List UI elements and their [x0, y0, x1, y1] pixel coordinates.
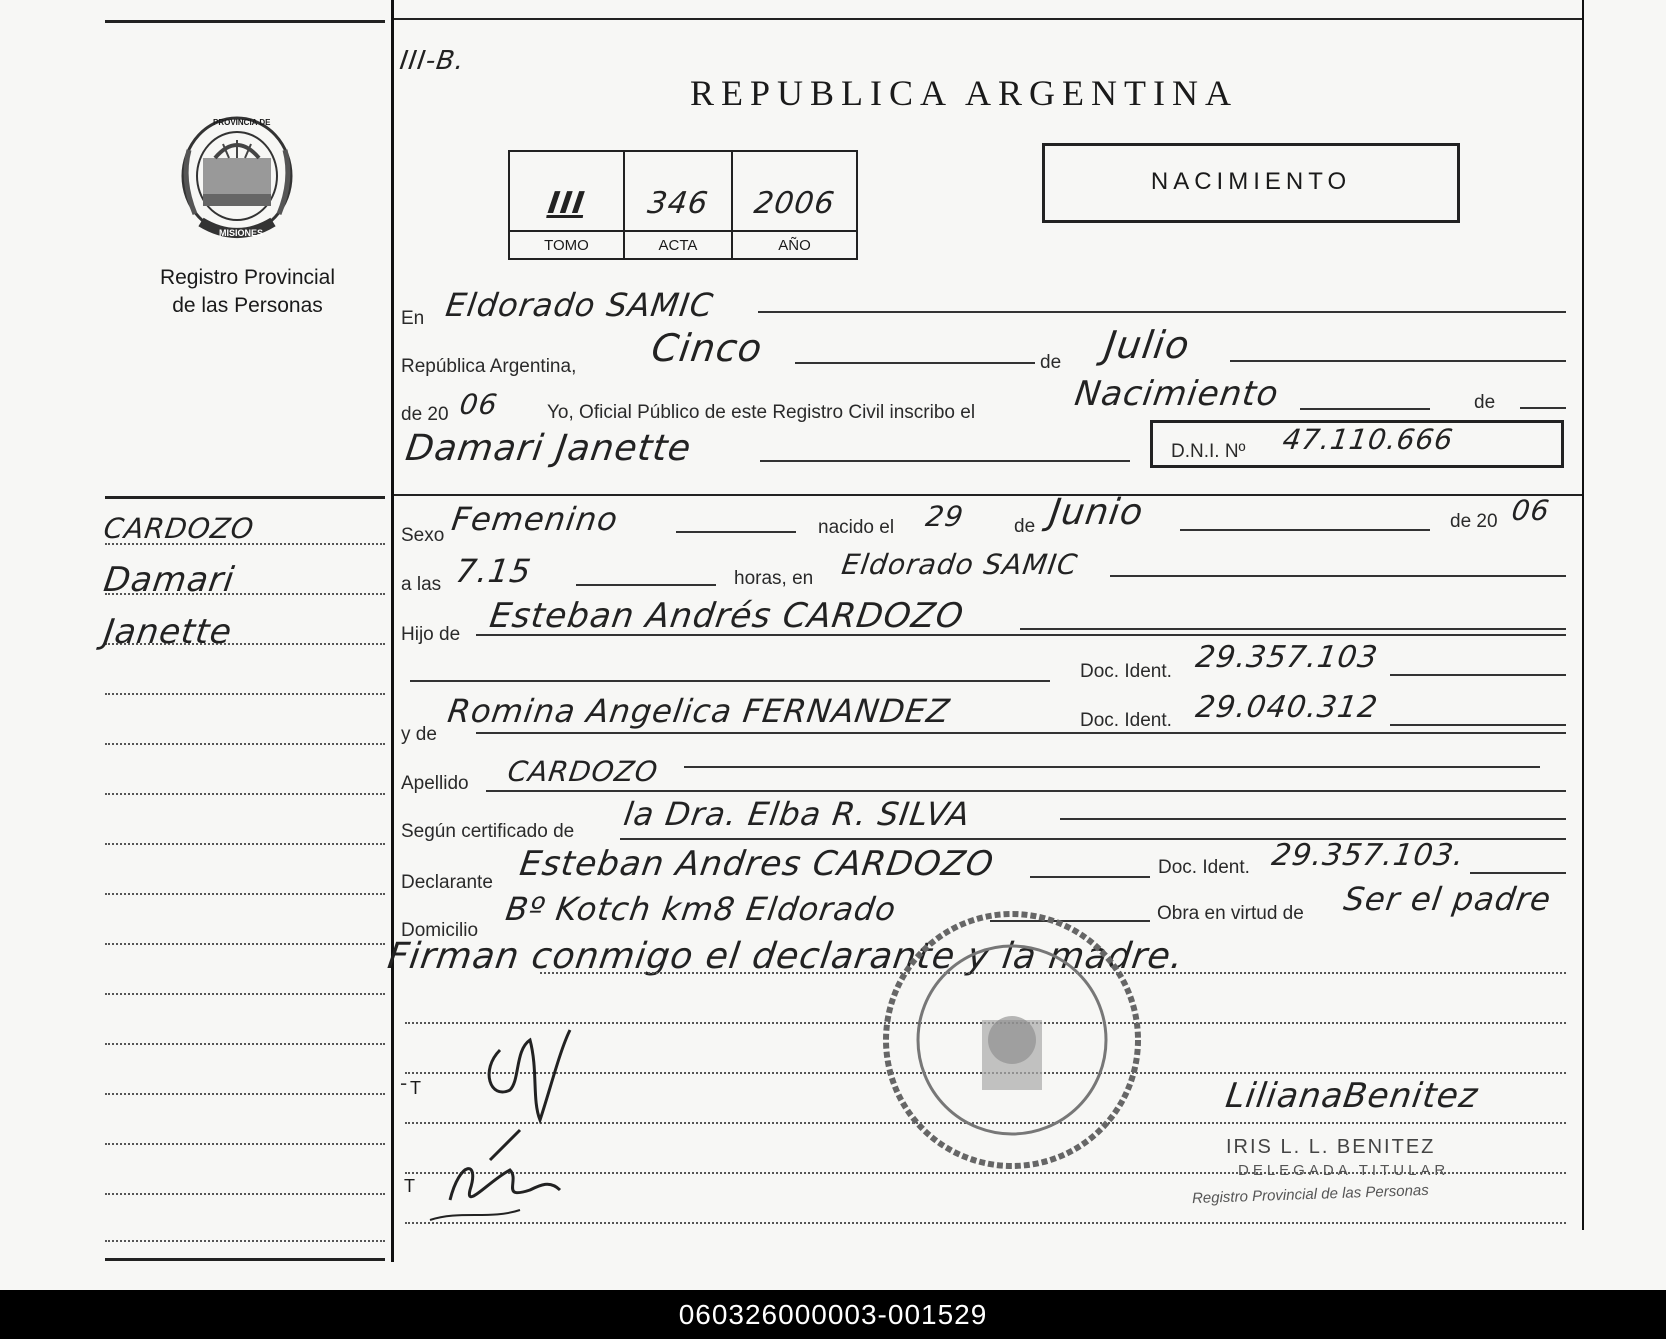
declarant-signature: [400, 1010, 620, 1230]
padre-doc-label: Doc. Ident.: [1080, 661, 1172, 682]
signature-mark-1: T: [410, 1078, 421, 1098]
form-top-rule: [394, 18, 1582, 20]
tomo-value: III: [545, 186, 588, 221]
domicilio-label: Domicilio: [401, 920, 479, 941]
declarante-doc-line: [1470, 872, 1566, 874]
padre-line: [1020, 628, 1566, 630]
de-label-2: de: [1474, 392, 1496, 413]
nacimiento-anio: 06: [1509, 494, 1552, 527]
official-seal: [872, 900, 1152, 1180]
document-code-bar: [0, 1290, 1666, 1339]
anio-value-form: 06: [457, 388, 500, 421]
dia-line: [795, 362, 1035, 364]
anio-cell: [733, 152, 856, 258]
nacimiento-mes-line: [1180, 529, 1430, 531]
right-border: [1582, 0, 1584, 1230]
declarante-doc: 29.357.103.: [1269, 838, 1467, 873]
nacimiento-de-label: de: [1014, 516, 1036, 537]
official-signature: LilianaBenitez: [1223, 1076, 1481, 1116]
declarante-underline: [1030, 876, 1150, 878]
de20-label: de 20: [401, 404, 449, 425]
sidebar-surname: CARDOZO: [101, 512, 257, 545]
header-annotation: III-B.: [397, 46, 467, 76]
madre-doc: 29.040.312: [1193, 690, 1381, 725]
dni-label: D.N.I. Nº: [1171, 441, 1246, 462]
firman-value: Firman conmigo el declarante y la madre.: [385, 936, 1187, 977]
anio-value: 2006: [751, 186, 838, 221]
document-code: 060326000003-001529: [678, 1299, 988, 1330]
apellido-line-2: [486, 790, 1566, 792]
registry-line-1: Registro Provincial: [159, 266, 336, 289]
certificado-line: [1060, 818, 1566, 820]
mes-line: [1230, 360, 1566, 362]
crest-icon: [175, 110, 300, 245]
yde-label: y de: [401, 724, 437, 745]
country-title: REPUBLICA ARGENTINA: [690, 73, 1239, 113]
tomo-cell: [510, 152, 625, 258]
acto-line: [1300, 408, 1430, 410]
nombre-underline: [760, 460, 1130, 462]
sidebar-mid-rule: [105, 496, 385, 499]
left-column-divider: [391, 0, 394, 1262]
acta-cell: [625, 152, 733, 258]
nacimiento-de20-label: de 20: [1450, 511, 1498, 532]
dia-value: Cinco: [648, 326, 766, 370]
sexo-label: Sexo: [401, 525, 445, 546]
declarante-label: Declarante: [401, 872, 493, 893]
nacimiento-dia: 29: [923, 500, 966, 533]
signature-mark-2: T: [404, 1176, 415, 1196]
en-value: Eldorado SAMIC: [443, 286, 717, 324]
official-registry: Registro Provincial de las Personas: [1191, 1181, 1430, 1208]
domicilio-value: Bº Kotch km8 Eldorado: [503, 890, 899, 928]
acta-label: ACTA: [658, 237, 698, 254]
obra-label: Obra en virtud de: [1157, 903, 1304, 924]
sexo-value: Femenino: [449, 500, 621, 538]
crest-text-bottom: MISIONES: [219, 228, 264, 238]
dni-value: 47.110.666: [1280, 423, 1456, 456]
official-name: IRIS L. L. BENITEZ: [1226, 1136, 1436, 1158]
form-mid-rule: [394, 494, 1582, 496]
horas-en-label: horas, en: [734, 568, 814, 589]
anio-label: AÑO: [778, 237, 811, 254]
apellido-value: CARDOZO: [505, 755, 661, 788]
record-type: NACIMIENTO: [1150, 168, 1352, 195]
oficial-label: Yo, Oficial Público de este Registro Civil inscribo el: [547, 402, 976, 423]
top-left-rule: [105, 20, 385, 23]
padre-line-2: [476, 634, 1566, 636]
nombre-value: Damari Janette: [403, 428, 695, 469]
tomo-acta-table: [508, 150, 858, 260]
republica-label: República Argentina,: [401, 356, 577, 377]
obra-value: Ser el padre: [1341, 880, 1554, 918]
de-label: de: [1040, 352, 1062, 373]
mes-value: Julio: [1101, 323, 1193, 367]
declarante-value: Esteban Andres CARDOZO: [517, 844, 997, 884]
alas-label: a las: [401, 574, 442, 595]
sidebar-second-name: Janette: [101, 612, 235, 652]
apellido-label: Apellido: [401, 773, 469, 794]
en-line: [758, 311, 1566, 313]
declarante-doc-label: Doc. Ident.: [1158, 857, 1250, 878]
madre-doc-label: Doc. Ident.: [1080, 710, 1172, 731]
padre-doc: 29.357.103: [1193, 640, 1381, 675]
apellido-line: [684, 766, 1540, 768]
official-title: DELEGADA TITULAR: [1238, 1162, 1450, 1179]
dni-box: [1150, 420, 1564, 468]
hijo-label: Hijo de: [401, 624, 461, 645]
padre-doc-line-lead: [410, 680, 1050, 682]
certificado-label: Según certificado de: [401, 821, 575, 842]
padre-value: Esteban Andrés CARDOZO: [487, 596, 967, 636]
crest-text-top: PROVINCIA DE: [213, 118, 271, 127]
lugar-line: [1110, 575, 1566, 577]
lugar-value: Eldorado SAMIC: [839, 548, 1081, 581]
record-type-box: [1042, 143, 1460, 223]
bottom-left-rule: [105, 1258, 385, 1261]
en-label: En: [401, 308, 425, 329]
nacido-label: nacido el: [818, 517, 895, 538]
acto-value: Nacimiento: [1072, 374, 1282, 414]
registry-title: [110, 264, 385, 320]
hora-line: [576, 584, 716, 586]
sidebar-first-name: Damari: [101, 560, 238, 600]
de-line-2: [1520, 407, 1566, 409]
madre-doc-line: [1390, 724, 1566, 726]
madre-line-2: [476, 732, 1566, 734]
sexo-line: [676, 531, 796, 533]
registry-line-2: de las Personas: [172, 294, 323, 317]
tomo-label: TOMO: [544, 237, 589, 254]
madre-value: Romina Angelica FERNANDEZ: [445, 692, 953, 730]
certificado-value: la Dra. Elba R. SILVA: [621, 795, 973, 833]
province-crest: [175, 110, 300, 245]
hora-value: 7.15: [453, 552, 534, 590]
padre-doc-line: [1390, 674, 1566, 676]
nacimiento-mes: Junio: [1047, 492, 1147, 533]
acta-value: 346: [645, 186, 711, 221]
svg-text:-: -: [400, 1071, 408, 1095]
